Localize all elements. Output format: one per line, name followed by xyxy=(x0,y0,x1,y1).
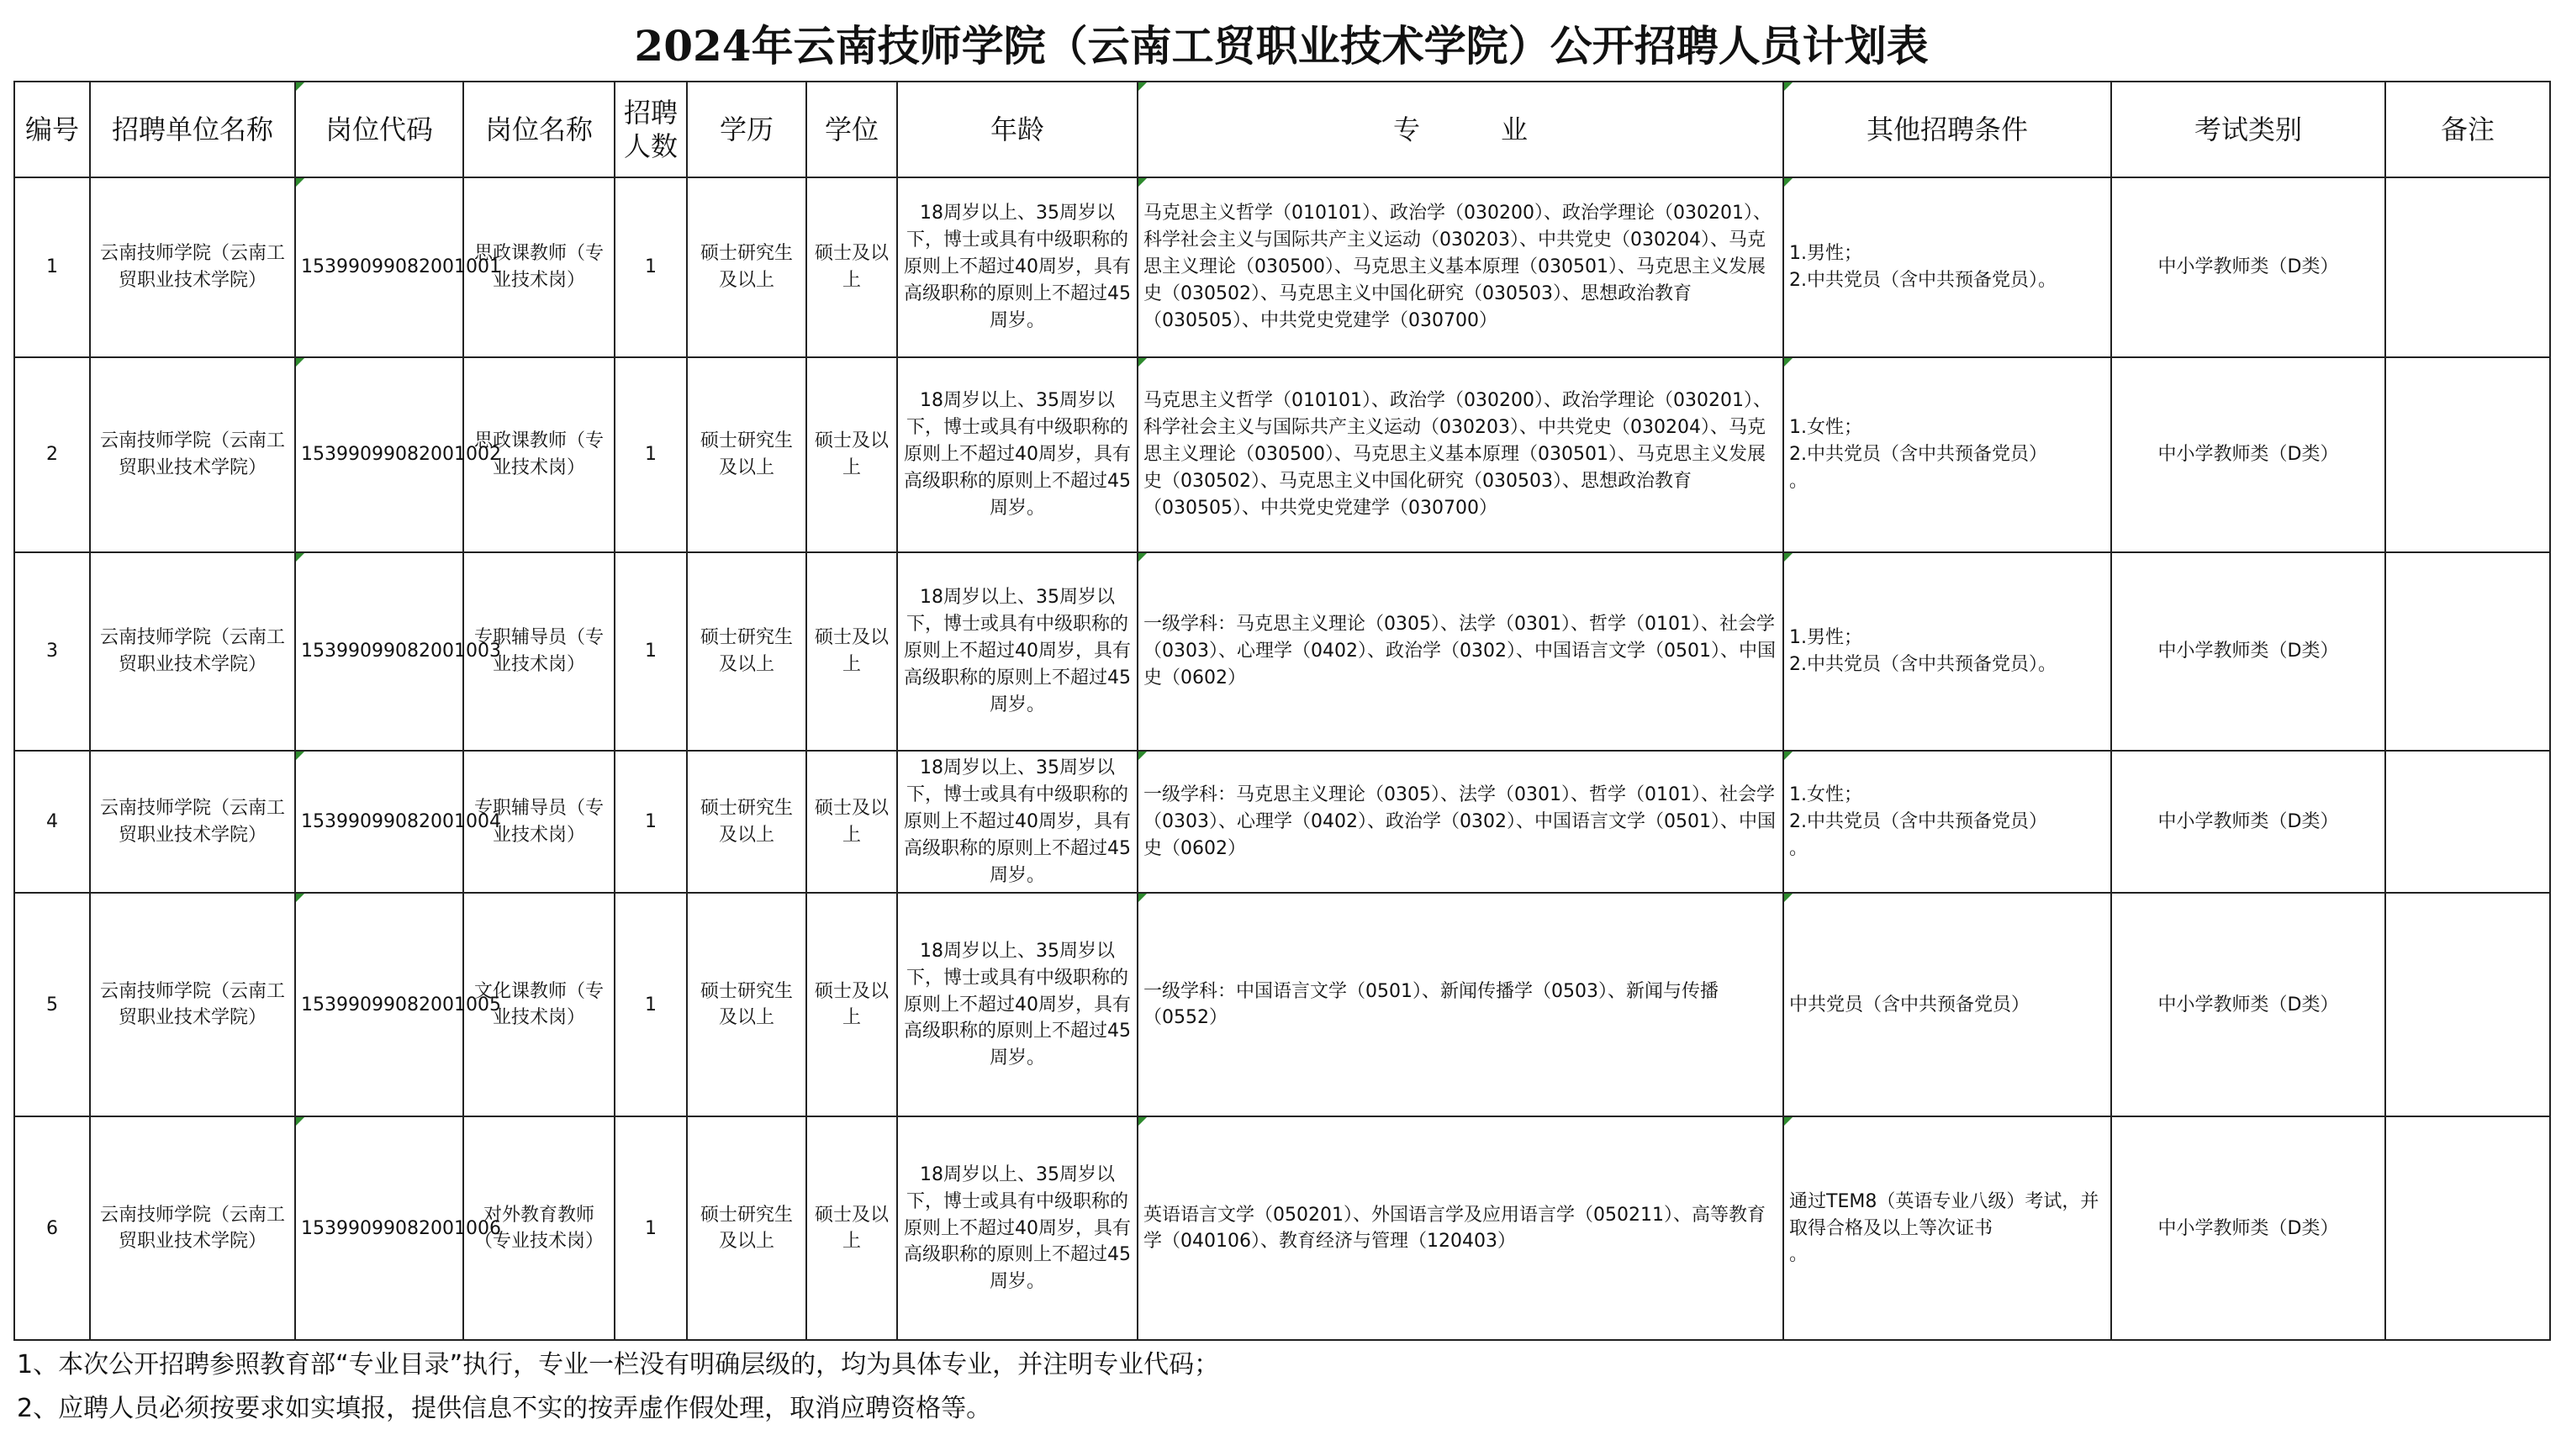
header-post: 岗位名称 xyxy=(463,82,615,177)
row-other-line: 1.女性； xyxy=(1789,417,1862,439)
row-count: 1 xyxy=(615,751,687,893)
recruitment-table xyxy=(13,81,2551,1341)
row-degree: 硕士及以上 xyxy=(806,751,897,893)
row-unit: 云南技师学院（云南工贸职业技术学院） xyxy=(90,893,295,1116)
row-count: 1 xyxy=(615,357,687,552)
header-code: 岗位代码 xyxy=(295,82,463,177)
row-unit: 云南技师学院（云南工贸职业技术学院） xyxy=(90,552,295,751)
row-degree: 硕士及以上 xyxy=(806,357,897,552)
row-edu: 硕士研究生及以上 xyxy=(687,1116,806,1340)
row-other-line: 1.男性； xyxy=(1789,243,1862,265)
row-code: 15399099082001004 xyxy=(295,751,463,893)
row-exam: 中小学教师类（D类） xyxy=(2111,893,2385,1116)
row-remark xyxy=(2385,751,2550,893)
row-remark xyxy=(2385,1116,2550,1340)
row-degree: 硕士及以上 xyxy=(806,552,897,751)
row-post: 文化课教师（专业技术岗） xyxy=(463,893,615,1116)
row-post: 专职辅导员（专业技术岗） xyxy=(463,552,615,751)
row-exam: 中小学教师类（D类） xyxy=(2111,552,2385,751)
table-row xyxy=(14,357,2550,552)
row-major: 一级学科：中国语言文学（0501）、新闻传播学（0503）、新闻与传播（0552） xyxy=(1138,893,1783,1116)
row-no: 2 xyxy=(14,357,90,552)
row-exam: 中小学教师类（D类） xyxy=(2111,751,2385,893)
header-unit: 招聘单位名称 xyxy=(90,82,295,177)
row-remark xyxy=(2385,552,2550,751)
row-edu: 硕士研究生及以上 xyxy=(687,893,806,1116)
row-age: 18周岁以上、35周岁以下，博士或具有中级职称的原则上不超过40周岁，具有高级职称的原则上不超过45周岁。 xyxy=(897,1116,1138,1340)
row-degree: 硕士及以上 xyxy=(806,177,897,357)
row-no: 5 xyxy=(14,893,90,1116)
page-title: 2024年云南技师学院（云南工贸职业技术学院）公开招聘人员计划表 xyxy=(634,21,1929,71)
footnote-2: 2、应聘人员必须按要求如实填报，提供信息不实的按弄虚作假处理，取消应聘资格等。 xyxy=(17,1394,992,1423)
row-degree: 硕士及以上 xyxy=(806,893,897,1116)
row-major: 马克思主义哲学（010101）、政治学（030200）、政治学理论（030201）、科学社会主义与国际共产主义运动（030203）、中共党史（030204）、马克思主义理论（030500）、马克思主义基本原理（030501）、马克思主义发展史（030502）、马克思主义中国化研究（030503）、思想政治教育（030505）、中共党史党建学（030700） xyxy=(1138,177,1783,357)
row-other-line: 通过TEM8（英语专业八级）考试，并取得合格及以上等次证书 xyxy=(1789,1190,2099,1239)
row-other-line: 2.中共党员（含中共预备党员）。 xyxy=(1789,654,2057,675)
row-other xyxy=(1783,893,2111,1116)
row-code: 15399099082001006 xyxy=(295,1116,463,1340)
row-other-line: 。 xyxy=(1789,470,1809,492)
row-other xyxy=(1783,751,2111,893)
row-code: 15399099082001001 xyxy=(295,177,463,357)
row-count: 1 xyxy=(615,552,687,751)
table-row xyxy=(14,893,2550,1116)
row-unit: 云南技师学院（云南工贸职业技术学院） xyxy=(90,357,295,552)
row-edu: 硕士研究生及以上 xyxy=(687,177,806,357)
row-code: 15399099082001003 xyxy=(295,552,463,751)
header-other: 其他招聘条件 xyxy=(1783,82,2111,177)
header-count: 招聘人数 xyxy=(615,82,687,177)
row-other-line: 。 xyxy=(1789,837,1809,859)
row-other-line: 中共党员（含中共预备党员） xyxy=(1789,994,2030,1016)
header-degree: 学位 xyxy=(806,82,897,177)
row-remark xyxy=(2385,893,2550,1116)
row-edu: 硕士研究生及以上 xyxy=(687,357,806,552)
row-edu: 硕士研究生及以上 xyxy=(687,552,806,751)
row-edu: 硕士研究生及以上 xyxy=(687,751,806,893)
footnote-1: 1、本次公开招聘参照教育部“专业目录”执行，专业一栏没有明确层级的，均为具体专业，并注明专业代码； xyxy=(17,1350,1220,1380)
row-code: 15399099082001002 xyxy=(295,357,463,552)
row-remark xyxy=(2385,177,2550,357)
row-exam: 中小学教师类（D类） xyxy=(2111,357,2385,552)
footnotes xyxy=(17,1343,2539,1431)
row-no: 6 xyxy=(14,1116,90,1340)
row-other xyxy=(1783,1116,2111,1340)
row-count: 1 xyxy=(615,1116,687,1340)
row-other-line: 2.中共党员（含中共预备党员） xyxy=(1789,810,2047,832)
row-age: 18周岁以上、35周岁以下，博士或具有中级职称的原则上不超过40周岁，具有高级职称的原则上不超过45周岁。 xyxy=(897,751,1138,893)
row-other-line: 2.中共党员（含中共预备党员） xyxy=(1789,444,2047,466)
row-other-line: 1.男性； xyxy=(1789,627,1862,649)
row-other-line: 。 xyxy=(1789,1244,1809,1266)
row-age: 18周岁以上、35周岁以下，博士或具有中级职称的原则上不超过40周岁，具有高级职称的原则上不超过45周岁。 xyxy=(897,552,1138,751)
table-header-row xyxy=(14,82,2550,177)
row-other xyxy=(1783,552,2111,751)
row-major: 一级学科：马克思主义理论（0305）、法学（0301）、哲学（0101）、社会学（0303）、心理学（0402）、政治学（0302）、中国语言文学（0501）、中国史（0602） xyxy=(1138,552,1783,751)
row-no: 3 xyxy=(14,552,90,751)
row-age: 18周岁以上、35周岁以下，博士或具有中级职称的原则上不超过40周岁，具有高级职称的原则上不超过45周岁。 xyxy=(897,357,1138,552)
row-age: 18周岁以上、35周岁以下，博士或具有中级职称的原则上不超过40周岁，具有高级职称的原则上不超过45周岁。 xyxy=(897,177,1138,357)
row-remark xyxy=(2385,357,2550,552)
row-post: 专职辅导员（专业技术岗） xyxy=(463,751,615,893)
header-exam: 考试类别 xyxy=(2111,82,2385,177)
row-code: 15399099082001005 xyxy=(295,893,463,1116)
row-exam: 中小学教师类（D类） xyxy=(2111,177,2385,357)
table-row xyxy=(14,552,2550,751)
row-other xyxy=(1783,177,2111,357)
row-post: 对外教育教师（专业技术岗） xyxy=(463,1116,615,1340)
row-age: 18周岁以上、35周岁以下，博士或具有中级职称的原则上不超过40周岁，具有高级职称的原则上不超过45周岁。 xyxy=(897,893,1138,1116)
row-count: 1 xyxy=(615,177,687,357)
row-major: 一级学科：马克思主义理论（0305）、法学（0301）、哲学（0101）、社会学（0303）、心理学（0402）、政治学（0302）、中国语言文学（0501）、中国史（0602） xyxy=(1138,751,1783,893)
row-post: 思政课教师（专业技术岗） xyxy=(463,177,615,357)
header-no: 编号 xyxy=(14,82,90,177)
row-post: 思政课教师（专业技术岗） xyxy=(463,357,615,552)
header-age: 年龄 xyxy=(897,82,1138,177)
row-count: 1 xyxy=(615,893,687,1116)
table-row xyxy=(14,751,2550,893)
row-other-line: 1.女性； xyxy=(1789,783,1862,805)
row-major: 马克思主义哲学（010101）、政治学（030200）、政治学理论（030201）、科学社会主义与国际共产主义运动（030203）、中共党史（030204）、马克思主义理论（030500）、马克思主义基本原理（030501）、马克思主义发展史（030502）、马克思主义中国化研究（030503）、思想政治教育（030505）、中共党史党建学（030700） xyxy=(1138,357,1783,552)
row-unit: 云南技师学院（云南工贸职业技术学院） xyxy=(90,751,295,893)
row-major: 英语语言文学（050201）、外国语言学及应用语言学（050211）、高等教育学（040106）、教育经济与管理（120403） xyxy=(1138,1116,1783,1340)
table-row xyxy=(14,177,2550,357)
header-edu: 学历 xyxy=(687,82,806,177)
row-no: 4 xyxy=(14,751,90,893)
header-major: 专 业 xyxy=(1138,82,1783,177)
row-exam: 中小学教师类（D类） xyxy=(2111,1116,2385,1340)
row-other-line: 2.中共党员（含中共预备党员）。 xyxy=(1789,270,2057,291)
table-row xyxy=(14,1116,2550,1340)
row-unit: 云南技师学院（云南工贸职业技术学院） xyxy=(90,1116,295,1340)
row-other xyxy=(1783,357,2111,552)
row-no: 1 xyxy=(14,177,90,357)
row-unit: 云南技师学院（云南工贸职业技术学院） xyxy=(90,177,295,357)
row-degree: 硕士及以上 xyxy=(806,1116,897,1340)
header-remark: 备注 xyxy=(2385,82,2550,177)
